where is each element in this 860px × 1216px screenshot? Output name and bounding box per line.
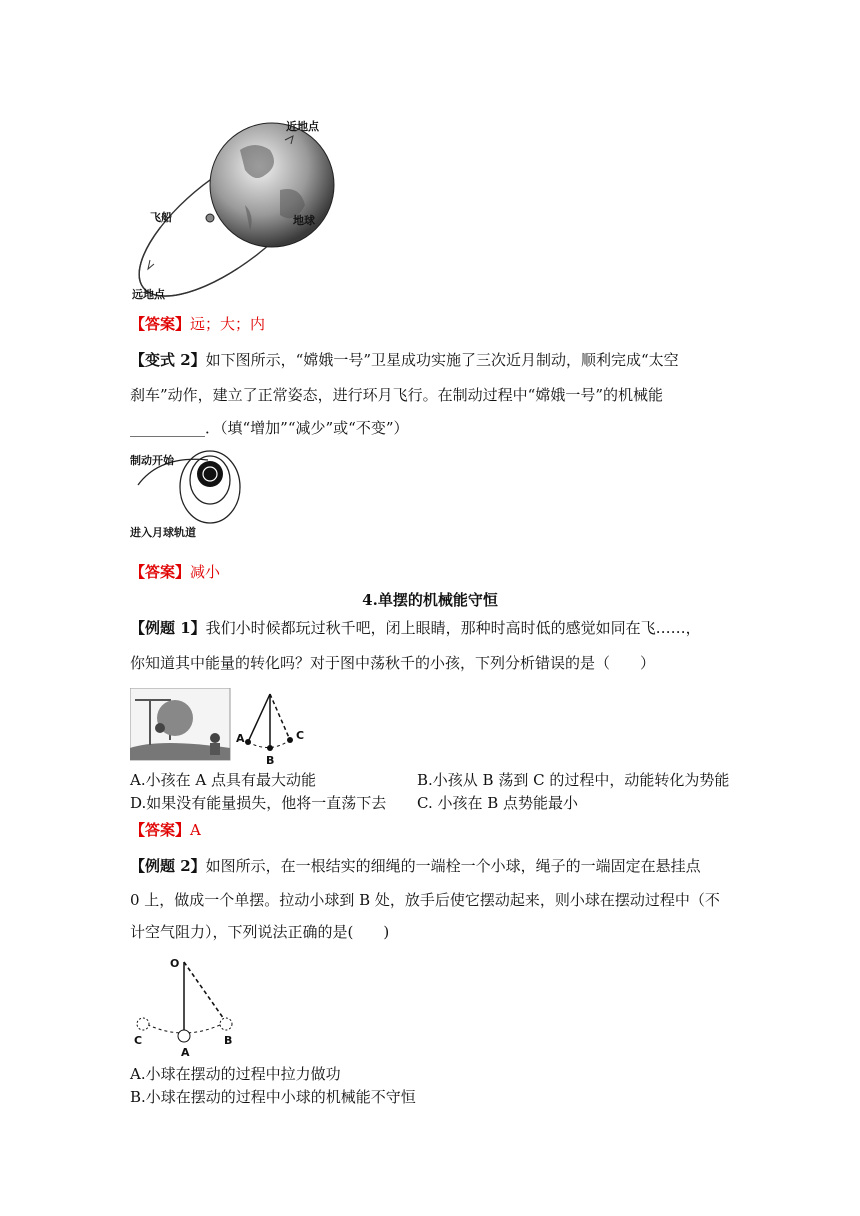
spacecraft-label: 飞船 (150, 211, 172, 224)
example2-line3: 计空气阻力），下列说法正确的是( ) (130, 923, 390, 941)
option-b: B.小孩从 B 荡到 C 的过程中，动能转化为势能 (417, 771, 730, 789)
earth-globe (210, 123, 334, 247)
example1-line1: 【例题 1】我们小时候都玩过秋千吧，闭上眼睛，那种时高时低的感觉如同在飞……， (130, 619, 701, 637)
example2-line2: 0 上，做成一个单摆。拉动小球到 B 处，放手后使它摆动起来，则小球在摆动过程中（不 (130, 891, 720, 909)
point-b-label: B (224, 1034, 233, 1047)
example2-option-b: B.小球在摆动的过程中小球的机械能不守恒 (130, 1088, 416, 1106)
option-a: A.小孩在 A 点具有最大动能 (130, 771, 316, 789)
answer-blank: __________ (130, 419, 205, 437)
point-a-label: A (181, 1046, 190, 1059)
earth-label: 地球 (293, 214, 315, 227)
answer-tag: 【答案】 (130, 315, 191, 333)
point-c-label: C (134, 1034, 143, 1047)
variant2-line3: __________．（填“增加”“减少”或“不变”） (130, 419, 409, 437)
point-c-label: C (296, 729, 305, 742)
point-o-label: O (170, 957, 180, 970)
option-c: C. 小孩在 B 点势能最小 (417, 794, 579, 812)
answer-text: 远；大；内 (190, 315, 266, 333)
variant2-line1: 【变式 2】如下图所示，“嫦娥一号”卫星成功实施了三次近月制动，顺利完成“太空 (130, 351, 679, 369)
answer-1 (130, 314, 265, 334)
answer-text: A (190, 821, 201, 839)
answer-3 (130, 820, 201, 840)
point-b-label: B (266, 754, 275, 766)
brake-start-label: 制动开始 (130, 454, 174, 467)
option-d: D.如果没有能量损失，他将一直荡下去 (130, 794, 387, 812)
answer-2 (130, 562, 220, 582)
question-tag: 【例题 2】 (130, 857, 206, 875)
pendulum-figure (130, 952, 240, 1060)
swing-figure (130, 688, 320, 766)
example2-line1: 【例题 2】如图所示，在一根结实的细绳的一端栓一个小球，绳子的一端固定在悬挂点 (130, 857, 701, 875)
spacecraft-dot (206, 214, 214, 222)
perigee-label: 近地点 (286, 120, 319, 133)
section-title: 4.单摆的机械能守恒 (362, 591, 498, 609)
apogee-label: 远地点 (132, 288, 165, 301)
example1-line2: 你知道其中能量的转化吗？对于图中荡秋千的小孩，下列分析错误的是（ ） (130, 654, 656, 672)
answer-text: 减小 (190, 563, 221, 581)
question-tag: 【变式 2】 (130, 351, 206, 369)
enter-orbit-label: 进入月球轨道 (130, 526, 196, 539)
earth-orbit-figure (130, 110, 350, 305)
lunar-orbit-figure (130, 450, 260, 540)
answer-tag: 【答案】 (130, 821, 191, 839)
variant2-line2: 刹车”动作，建立了正常姿态，进行环月飞行。在制动过程中“嫦娥一号”的机械能 (130, 386, 664, 404)
example2-option-a: A.小球在摆动的过程中拉力做功 (130, 1065, 341, 1083)
point-a-label: A (236, 732, 245, 745)
question-tag: 【例题 1】 (130, 619, 206, 637)
answer-tag: 【答案】 (130, 563, 191, 581)
